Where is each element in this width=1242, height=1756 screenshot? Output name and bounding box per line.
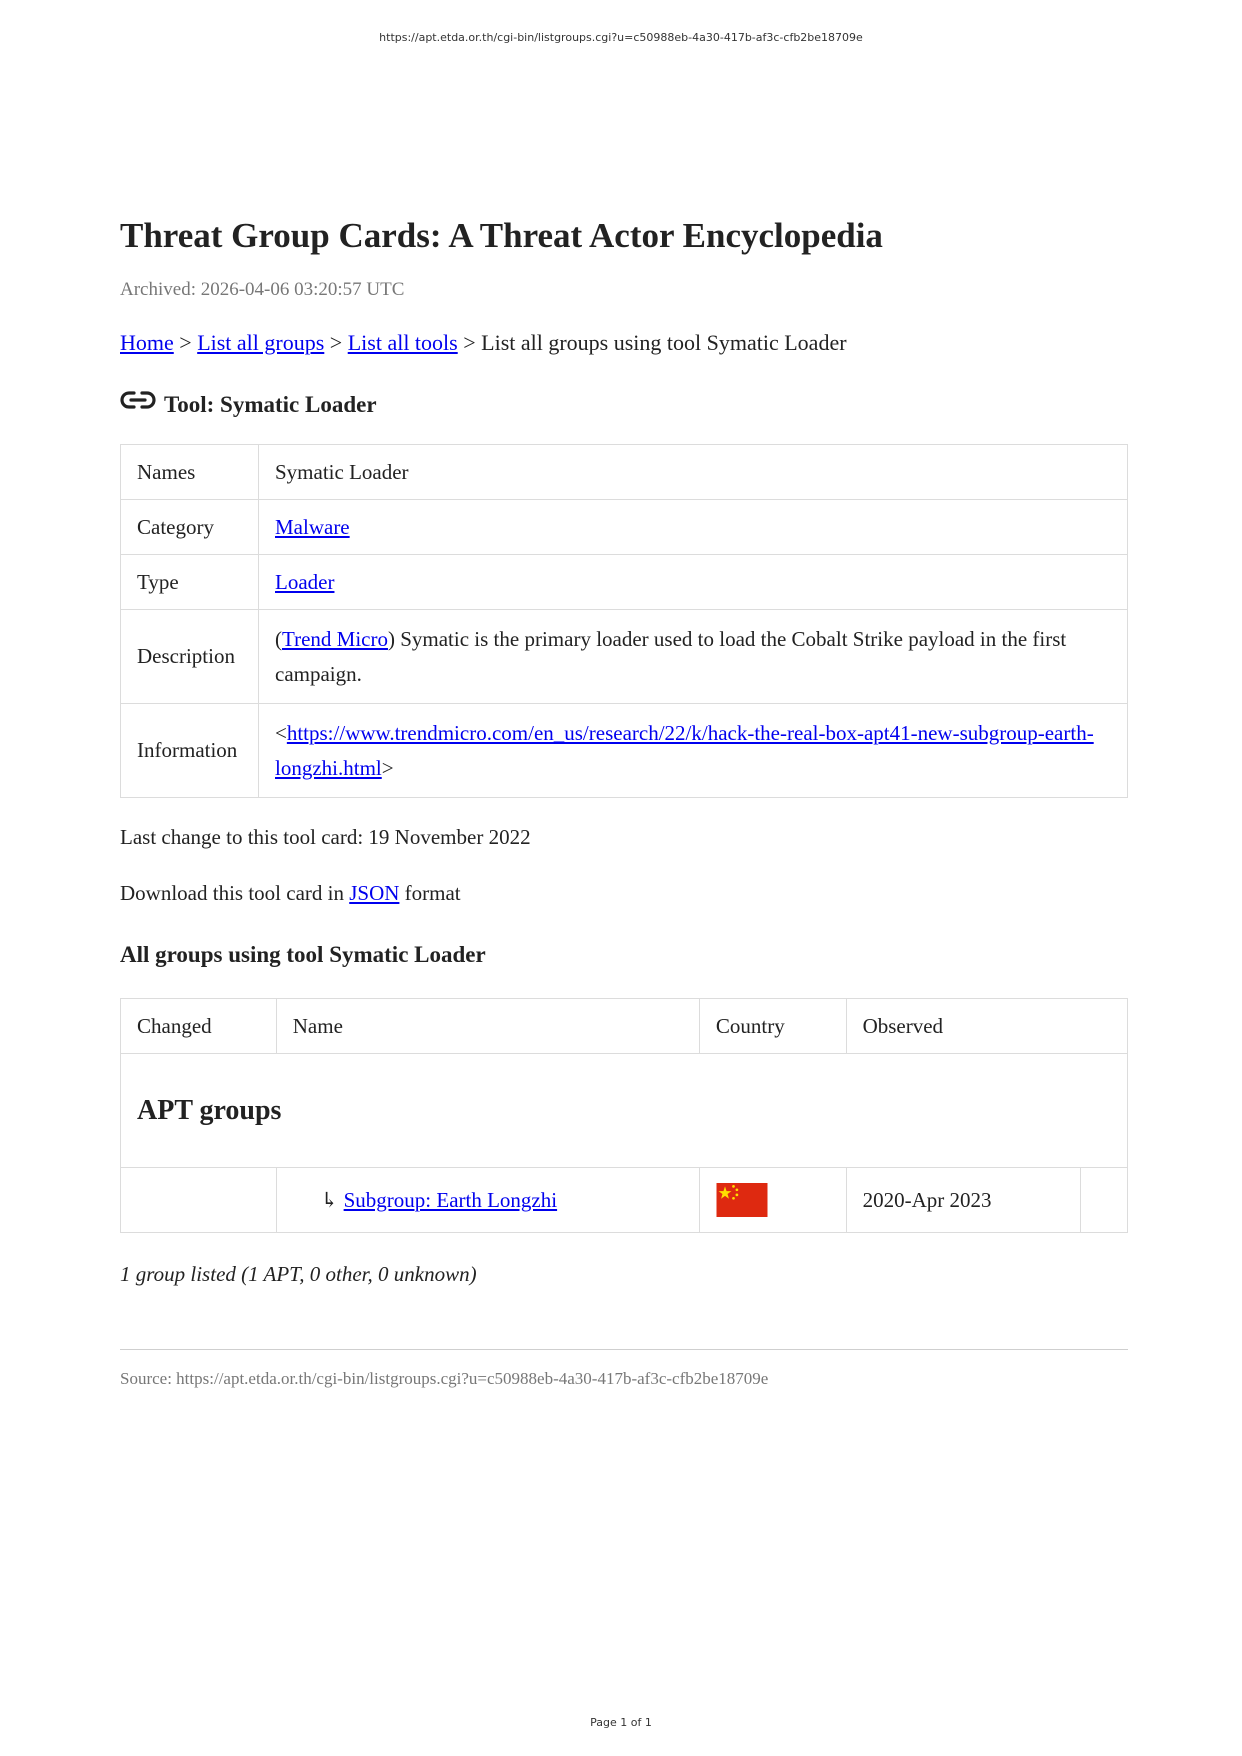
page-title: Threat Group Cards: A Threat Actor Encyclopedia [120,216,883,255]
archived-timestamp: Archived: 2026-04-06 03:20:57 UTC [120,279,405,300]
breadcrumb-current: List all groups using tool Symatic Loader [481,330,847,355]
header-name: Name [276,999,699,1054]
divider [120,1349,1128,1350]
groups-heading: All groups using tool Symatic Loader [120,942,486,967]
description-label: Description [121,610,259,704]
type-label: Type [121,555,259,610]
names-value: Symatic Loader [259,445,1128,500]
country-cell [699,1168,846,1233]
breadcrumb-home-link[interactable]: Home [120,330,174,355]
groups-table [120,998,1128,1233]
breadcrumb-groups-link[interactable]: List all groups [197,330,325,355]
section-row [121,1054,1128,1168]
name-cell [276,1168,699,1233]
groups-summary: 1 group listed (1 APT, 0 other, 0 unknown) [120,1262,477,1286]
json-link[interactable]: JSON [349,881,400,905]
trend-micro-link[interactable]: Trend Micro [282,626,388,651]
category-link[interactable]: Malware [275,514,350,539]
table-row [121,445,1128,500]
description-text: ) Symatic is the primary loader used to load the Cobalt Strike payload in the first campaign. [275,626,1067,686]
section-cell [121,1054,1128,1168]
header-changed: Changed [121,999,277,1054]
group-link[interactable]: Subgroup: Earth Longzhi [343,1187,558,1212]
breadcrumb-tools-link[interactable]: List all tools [347,330,458,355]
type-link[interactable]: Loader [275,569,335,594]
header-observed: Observed [846,999,1127,1054]
download-line [120,878,1128,908]
print-header-url: https://apt.etda.or.th/cgi-bin/listgroups.cgi?u=c50988eb-4a30-417b-af3c-cfb2be18709e [379,31,863,44]
table-row [121,610,1128,704]
tool-info-table [120,444,1128,798]
page-content [120,210,1128,1392]
table-row [121,555,1128,610]
changed-cell [121,1168,277,1233]
type-cell [259,555,1128,610]
angle-close: > [381,755,394,780]
table-row [121,704,1128,798]
last-change: Last change to this tool card: 19 November 2022 [120,825,531,849]
tool-title: Tool: Symatic Loader [164,392,377,417]
source-url: Source: https://apt.etda.or.th/cgi-bin/listgroups.cgi?u=c50988eb-4a30-417b-af3c-cfb2be18709e [120,1369,769,1388]
china-flag-icon [716,1183,768,1217]
tool-heading [120,388,1128,422]
breadcrumb [120,328,1128,358]
section-title: APT groups [137,1095,282,1126]
breadcrumb-separator: > [457,330,482,355]
description-cell [259,610,1128,704]
paren-open: ( [275,626,282,651]
breadcrumb-separator: > [324,330,348,355]
information-label: Information [121,704,259,798]
information-link[interactable]: https://www.trendmicro.com/en_us/research/22/k/hack-the-real-box-apt41-new-subgroup-earth-longzhi.html [275,720,1094,780]
table-row [121,1168,1128,1233]
download-suffix: format [399,881,461,905]
empty-cell [1080,1168,1127,1233]
table-header-row [121,999,1128,1054]
table-row [121,500,1128,555]
download-prefix: Download this tool card in [120,881,350,905]
observed-cell: 2020-Apr 2023 [846,1168,1080,1233]
names-label: Names [121,445,259,500]
header-country: Country [699,999,846,1054]
page-number: Page 1 of 1 [590,1716,652,1729]
category-cell [259,500,1128,555]
breadcrumb-separator: > [173,330,198,355]
subgroup-arrow: ↳ [320,1187,344,1212]
angle-open: < [275,720,287,745]
category-label: Category [121,500,259,555]
link-icon [120,388,156,412]
information-cell [259,704,1128,798]
